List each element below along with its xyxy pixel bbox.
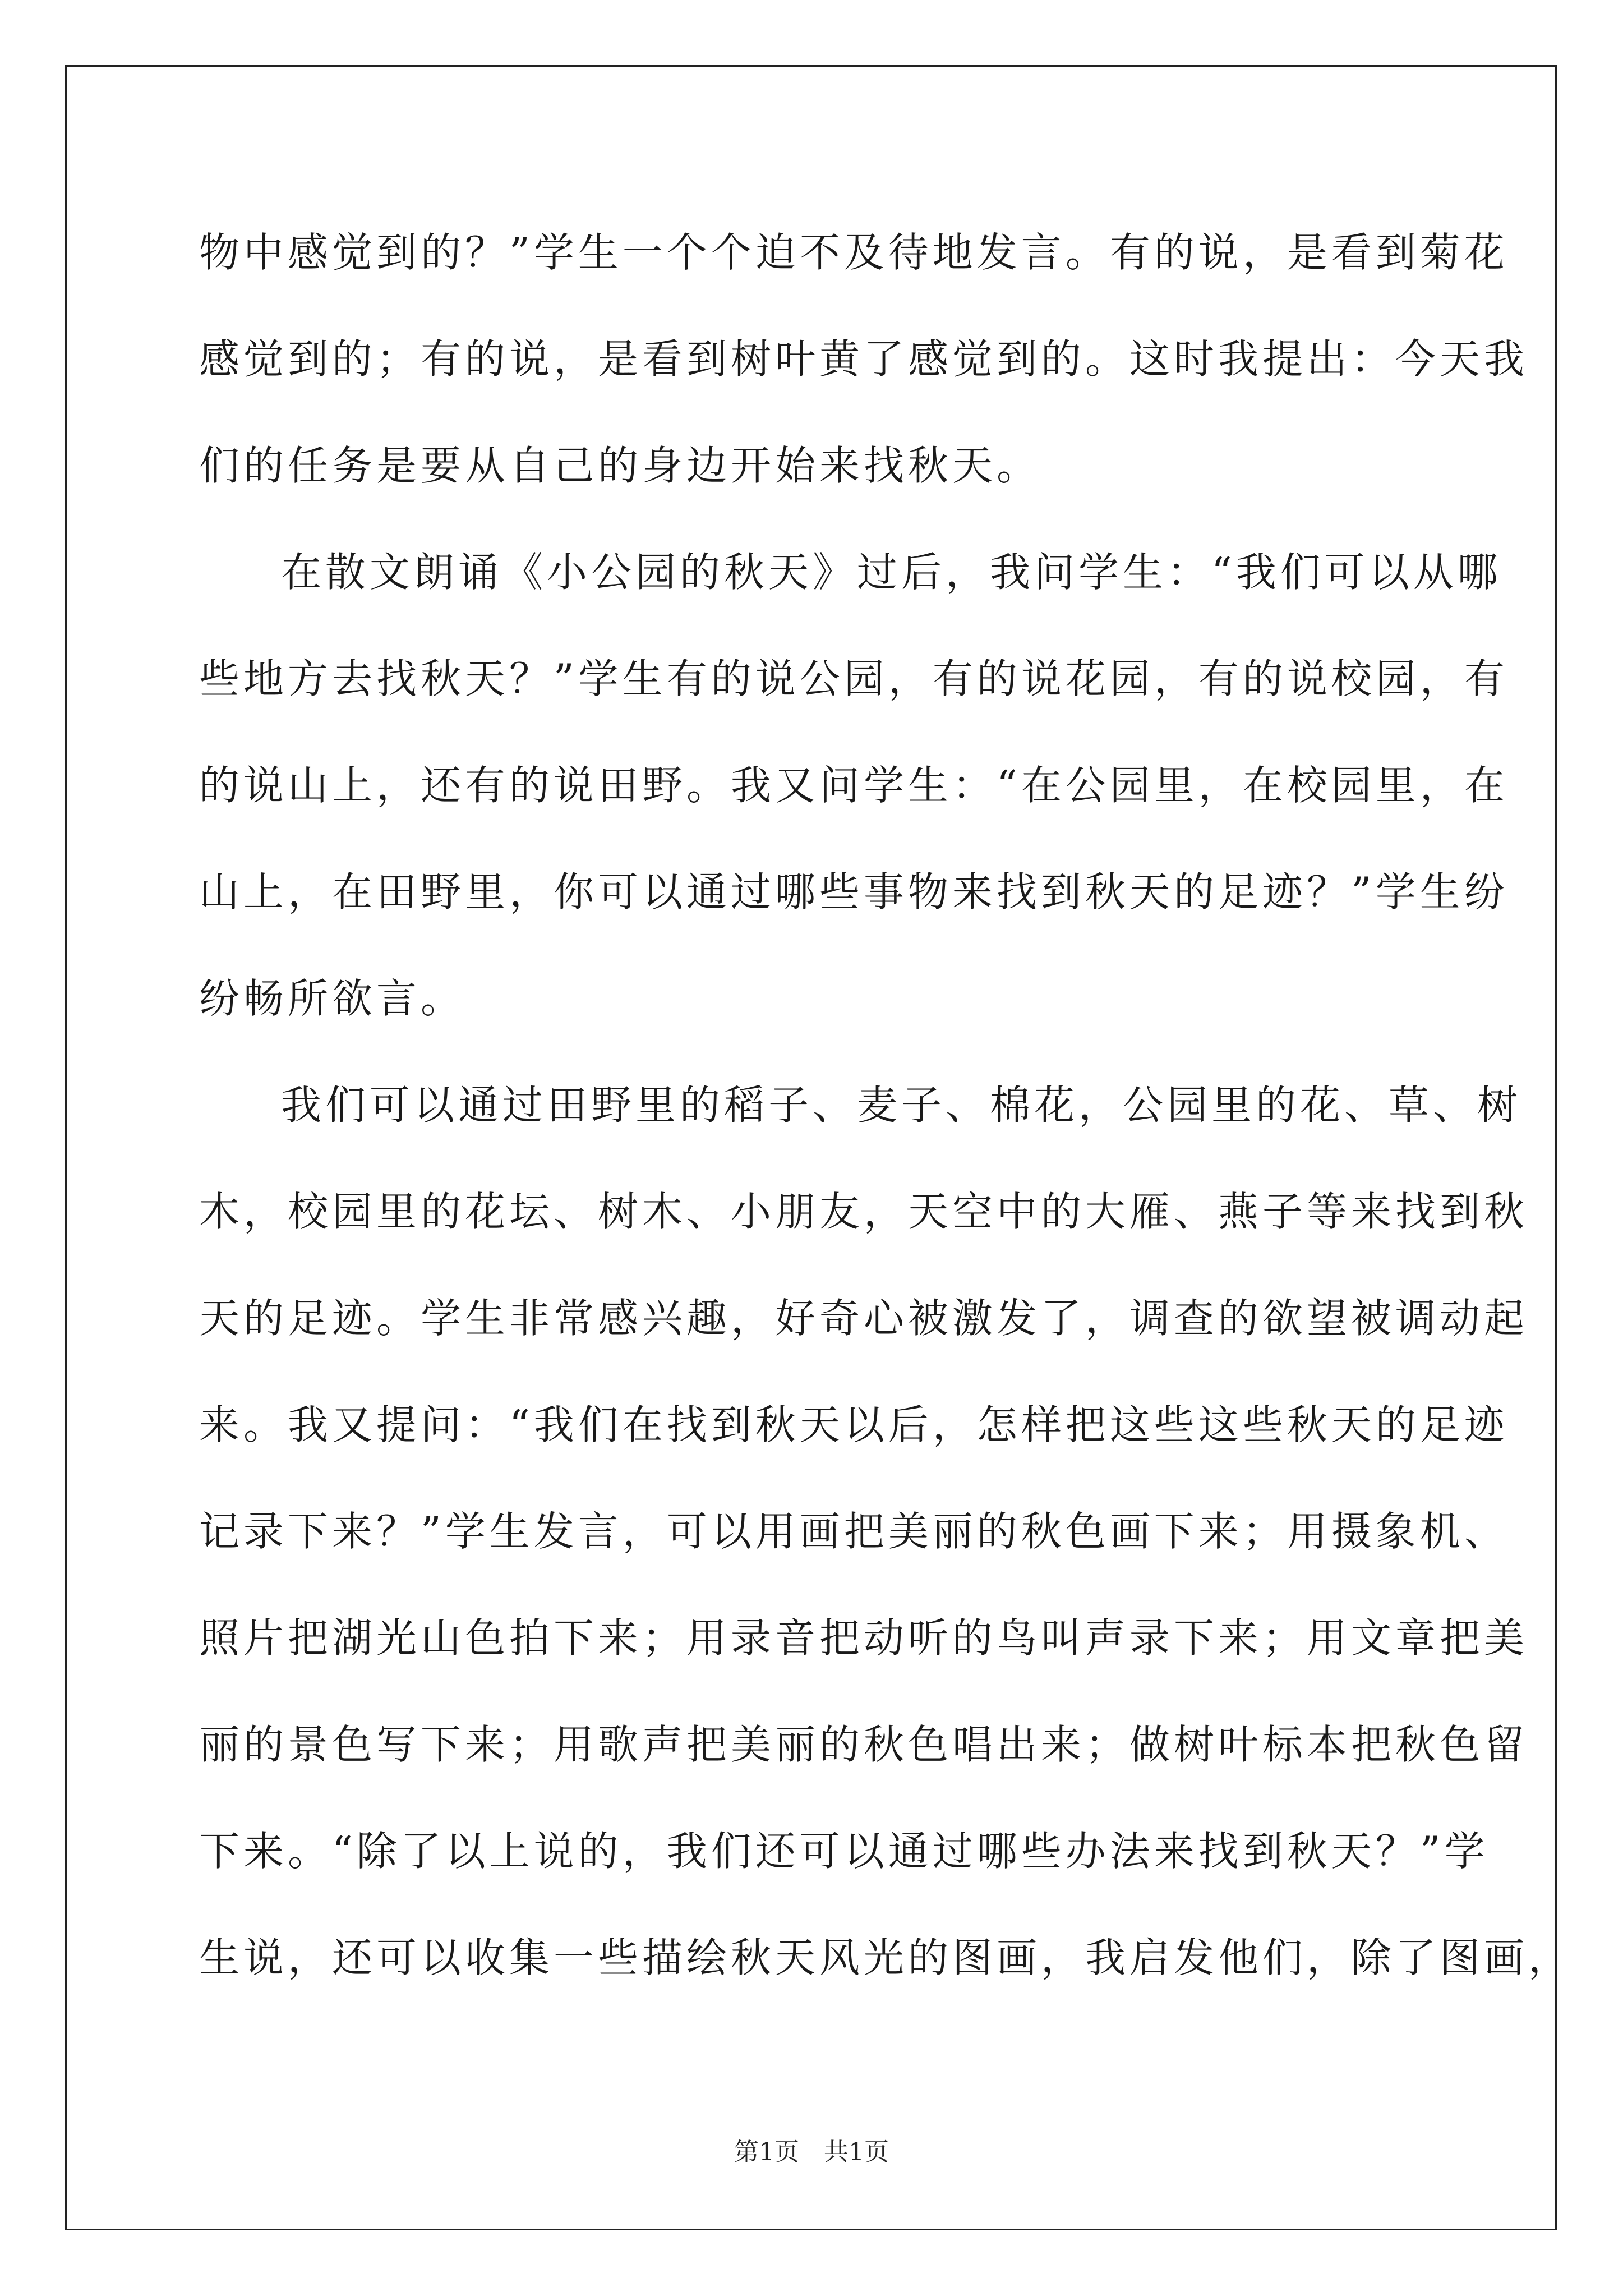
text-line: 山上，在田野里，你可以通过哪些事物来找到秋天的足迹？”学生纷: [199, 868, 1509, 915]
page-number: 第1页 共1页: [734, 2138, 889, 2166]
document-body: [199, 199, 1573, 2011]
text-line: 们的任务是要从自己的身边开始来找秋天。: [199, 442, 1041, 489]
text-line: 些地方去找秋天？”学生有的说公园，有的说花园，有的说校园，有: [199, 655, 1509, 702]
text-line: 生说，还可以收集一些描绘秋天风光的图画，我启发他们，除了图画，: [199, 1934, 1573, 1981]
text-line: 纷畅所欲言。: [199, 975, 465, 1022]
text-line: 物中感觉到的？”学生一个个迫不及待地发言。有的说，是看到菊花: [199, 229, 1509, 276]
text-line: 天的足迹。学生非常感兴趣，好奇心被激发了，调查的欲望被调动起: [199, 1295, 1529, 1342]
text-line: 照片把湖光山色拍下来；用录音把动听的鸟叫声录下来；用文章把美: [199, 1614, 1529, 1662]
text-line: 感觉到的；有的说，是看到树叶黄了感觉到的。这时我提出：今天我: [199, 335, 1529, 383]
text-line: 下来。“除了以上说的，我们还可以通过哪些办法来找到秋天？”学: [199, 1828, 1489, 1875]
text-line: 丽的景色写下来；用歌声把美丽的秋色唱出来；做树叶标本把秋色留: [199, 1721, 1529, 1768]
text-line: 我们可以通过田野里的稻子、麦子、棉花，公园里的花、草、树: [281, 1082, 1522, 1129]
text-line: 记录下来？”学生发言，可以用画把美丽的秋色画下来；用摄象机、: [199, 1508, 1509, 1555]
text-line: 木，校园里的花坛、树木、小朋友，天空中的大雁、燕子等来找到秋: [199, 1188, 1529, 1235]
text-line: 在散文朗诵《小公园的秋天》过后，我问学生：“我们可以从哪: [281, 549, 1502, 596]
text-line: 来。我又提问：“我们在找到秋天以后，怎样把这些这些秋天的足迹: [199, 1401, 1509, 1448]
text-line: 的说山上，还有的说田野。我又问学生：“在公园里，在校园里，在: [199, 762, 1509, 809]
